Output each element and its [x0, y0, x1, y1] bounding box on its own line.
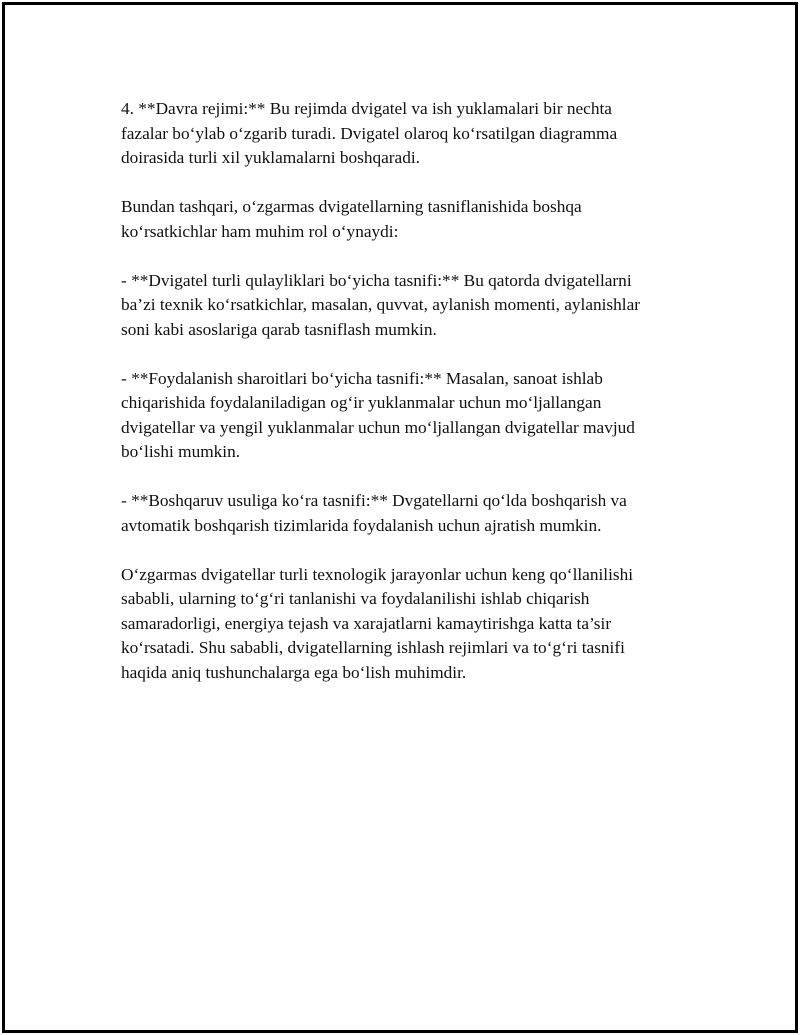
text-line: dvigatellar va yengil yuklanmalar uchun mo‘ljallangan dvigatellar mavjud	[121, 417, 635, 437]
text-line: ko‘rsatadi. Shu sababli, dvigatellarning ishlash rejimlari va to‘g‘ri tasnifi	[121, 638, 625, 657]
paragraph-conclusion	[121, 563, 691, 686]
text-line: bo‘lishi mumkin.	[121, 442, 241, 461]
text-line: samaradorligi, energiya tejash va xarajatlarni kamaytirishga katta ta’sir	[121, 613, 612, 633]
text-line: fazalar bo‘ylab o‘zgarib turadi. Dvigatel olaroq ko‘rsatilgan diagramma	[121, 123, 618, 143]
text-line: - **Foydalanish sharoitlari bo‘yicha tasnifi:** Masalan, sanoat ishlab	[121, 368, 603, 388]
text-line: avtomatik boshqarish tizimlarida foydalanish uchun ajratish mumkin.	[121, 515, 602, 535]
text-line: - **Boshqaruv usuliga ko‘ra tasnifi:** Dvgatellarni qo‘lda boshqarish va	[121, 491, 627, 510]
text-line: - **Dvigatel turli qulayliklari bo‘yicha tasnifi:** Bu qatorda dvigatellarni	[121, 270, 632, 290]
text-line: O‘zgarmas dvigatellar turli texnologik jarayonlar uchun keng qo‘llanilishi	[121, 564, 634, 584]
paragraph-davra-rejimi	[121, 97, 691, 171]
paragraph-foydalanish-sharoitlari	[121, 367, 691, 465]
document-body	[121, 97, 691, 710]
paragraph-intro-classification	[121, 195, 691, 244]
page-frame	[2, 2, 798, 1033]
text-line: ba’zi texnik ko‘rsatkichlar, masalan, quvvat, aylanish momenti, aylanishlar	[121, 295, 641, 314]
text-line: chiqarishida foydalaniladigan og‘ir yuklanmalar uchun mo‘ljallangan	[121, 393, 602, 412]
text-line: Bundan tashqari, o‘zgarmas dvigatellarning tasniflanishida boshqa	[121, 197, 582, 216]
text-line: 4. **Davra rejimi:** Bu rejimda dvigatel va ish yuklamalari bir nechta	[121, 99, 612, 118]
text-line: soni kabi asoslariga qarab tasniflash mumkin.	[121, 319, 437, 339]
text-line: sababli, ularning to‘g‘ri tanlanishi va foydalanilishi ishlab chiqarish	[121, 589, 590, 608]
text-line: doirasida turli xil yuklamalarni boshqaradi.	[121, 148, 420, 167]
text-line: ko‘rsatkichlar ham muhim rol o‘ynaydi:	[121, 221, 399, 241]
text-line: haqida aniq tushunchalarga ega bo‘lish muhimdir.	[121, 662, 467, 682]
paragraph-qulayliklari	[121, 269, 691, 343]
paragraph-boshqaruv-usuli	[121, 489, 691, 538]
